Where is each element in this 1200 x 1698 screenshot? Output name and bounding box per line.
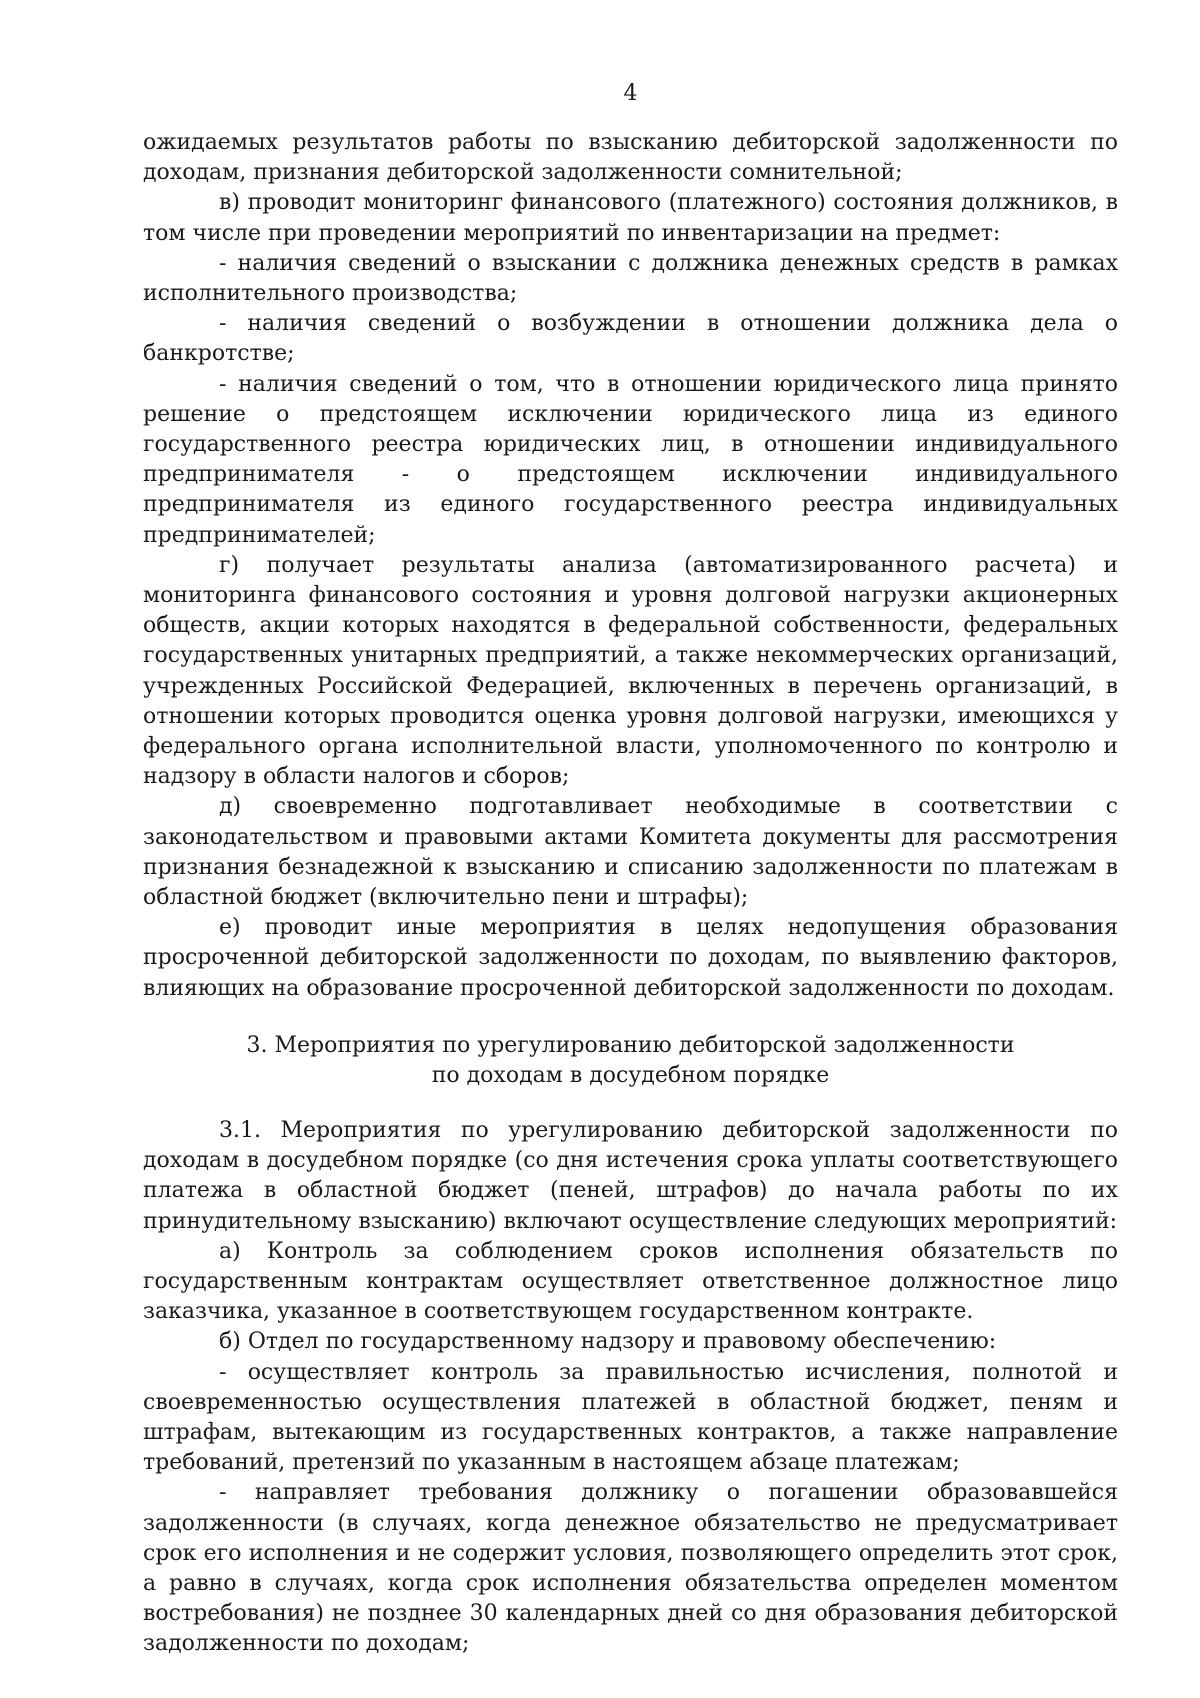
paragraph: д) своевременно подготавливает необходимые в соответствии с законодательством и правовыми актами Комитета документы для рассмотрения признания безнадежной к взысканию и списанию задолженности по платежам в областной бюджет (включительно пени и штрафы); <box>143 794 1118 911</box>
paragraph: б) Отдел по государственному надзору и правовому обеспечению: <box>219 1329 997 1355</box>
paragraph: ожидаемых результатов работы по взысканию дебиторской задолженности по доходам, признания дебиторской задолженности сомнительной; <box>143 130 1118 186</box>
paragraph: - наличия сведений о том, что в отношении юридического лица принято решение о предстоящем исключении юридического лица из единого государственного реестра юридических лиц, в отношении индивидуального предпринимателя - о предстоящем исключении индивидуального предпринимателя из единого государственного реестра индивидуальных предпринимателей; <box>143 371 1118 548</box>
paragraph: в) проводит мониторинг финансового (платежного) состояния должников, в том числе при проведении мероприятий по инвентаризации на предмет: <box>143 190 1118 246</box>
paragraph: - направляет требования должнику о погашении образовавшейся задолженности (в случаях, когда денежное обязательство не предусматривает срок его исполнения и не содержит условия, позволяющего определить этот срок, а равно в случаях, когда срок исполнения обязательства определен моментом востребования) не позднее 30 календарных дней со дня образования дебиторской задолженности по доходам; <box>143 1480 1118 1657</box>
section-heading-line: 3. Мероприятия по урегулированию дебиторской задолженности <box>246 1032 1015 1058</box>
section-heading <box>143 1031 1118 1091</box>
paragraph: - осуществляет контроль за правильностью исчисления, полнотой и своевременностью осуществления платежей в областной бюджет, пеням и штрафам, вытекающим из государственных контрактов, а также направление требований, претензий по указанным в настоящем абзаце платежам; <box>143 1359 1118 1476</box>
paragraph: а) Контроль за соблюдением сроков исполнения обязательств по государственным контрактам осуществляет ответственное должностное лицо заказчика, указанное в соответствующем государственном контракте. <box>143 1238 1118 1325</box>
paragraph: е) проводит иные мероприятия в целях недопущения образования просроченной дебиторской задолженности по доходам, по выявлению факторов, влияющих на образование просроченной дебиторской задолженности по доходам. <box>143 915 1118 1001</box>
paragraph: - наличия сведений о взыскании с должника денежных средств в рамках исполнительного производства; <box>143 250 1118 307</box>
section-heading-line: по доходам в досудебном порядке <box>431 1062 830 1088</box>
paragraph: - наличия сведений о возбуждении в отношении должника дела о банкротстве; <box>143 311 1118 367</box>
page-number: 4 <box>623 81 638 106</box>
document-body <box>143 128 1118 1660</box>
paragraph: г) получает результаты анализа (автоматизированного расчета) и мониторинга финансового состояния и уровня долговой нагрузки акционерных обществ, акции которых находятся в федеральной собственности, федеральных государственных унитарных предприятий, а также некоммерческих организаций, учрежденных Российской Федерацией, включенных в перечень организаций, в отношении которых проводится оценка уровня долговой нагрузки, имеющихся у федерального органа исполнительной власти, уполномоченного по контролю и надзору в области налогов и сборов; <box>143 552 1118 790</box>
paragraph: 3.1. Мероприятия по урегулированию дебиторской задолженности по доходам в досудебном порядке (со дня истечения срока уплаты соответствующего платежа в областной бюджет (пеней, штрафов) до начала работы по их принудительному взысканию) включают осуществление следующих мероприятий: <box>143 1117 1118 1234</box>
document-page <box>143 0 1118 1698</box>
